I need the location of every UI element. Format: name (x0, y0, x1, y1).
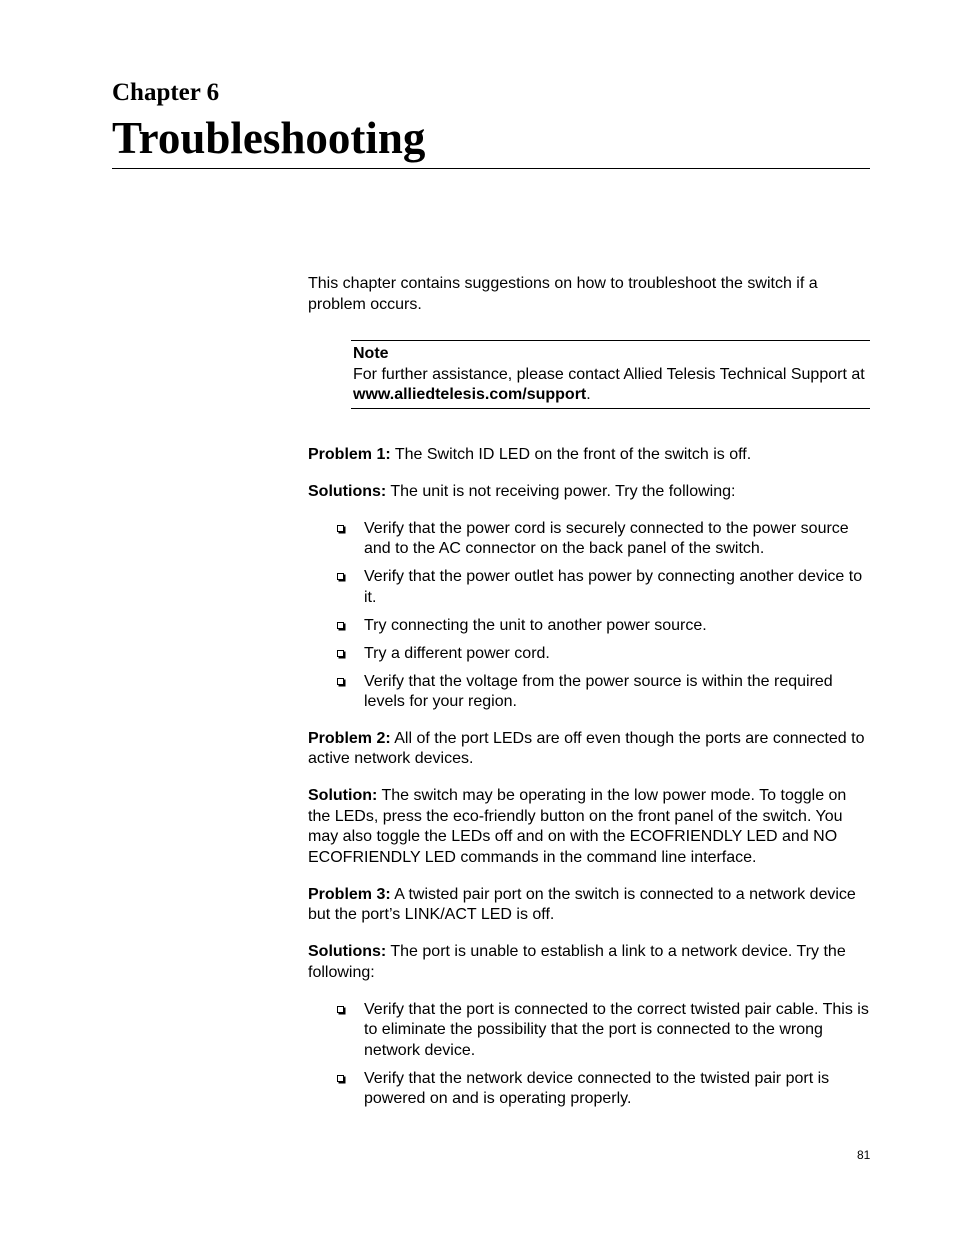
list-item (308, 1069, 870, 1110)
list-item (308, 672, 870, 713)
chapter-label: Chapter 6 (112, 79, 220, 106)
checkbox-bullet-icon (337, 525, 344, 532)
chapter-title: Troubleshooting (112, 113, 426, 163)
checkbox-bullet-icon (337, 650, 344, 657)
note-text: For further assistance, please contact Allied Telesis Technical Support at (353, 365, 865, 383)
checkbox-bullet-icon (337, 1075, 344, 1082)
list-item (308, 519, 870, 560)
list-item (308, 567, 870, 608)
solution-1-label: Solutions: (308, 482, 387, 500)
list-item-text: Verify that the power outlet has power by connecting another device to it. (364, 568, 863, 606)
list-item (308, 1000, 870, 1062)
problem-2-text: All of the port LEDs are off even though the ports are connected to active network devices. (308, 729, 865, 767)
title-rule (112, 168, 870, 169)
problem-2 (308, 729, 870, 770)
list-item-text: Verify that the network device connected to the twisted pair port is powered on and is operating properly. (364, 1069, 830, 1107)
solution-3-text: The port is unable to establish a link to a network device. Try the following: (308, 943, 846, 981)
problem-3 (308, 885, 870, 926)
body-text (308, 274, 870, 1126)
support-link[interactable]: www.alliedtelesis.com/support (353, 386, 587, 403)
checkbox-bullet-icon (337, 573, 344, 580)
checkbox-bullet-icon (337, 1006, 344, 1013)
note-end: . (586, 386, 591, 403)
problem-1-label: Problem 1: (308, 445, 391, 463)
solution-2-text: The switch may be operating in the low power mode. To toggle on the LEDs, press the eco-friendly button on the front panel of the switch. You may also toggle the LEDs off and on with the ECOFRIENDLY LED and NO ECOFRIENDLY LED commands in the command line interface. (308, 787, 847, 866)
list-item-text: Verify that the power cord is securely connected to the power source and to the AC connector on the back panel of the switch. (364, 519, 849, 557)
note-heading: Note (353, 345, 389, 362)
solution-1 (308, 482, 870, 503)
checkbox-bullet-icon (337, 678, 344, 685)
list-item-text: Try connecting the unit to another power source. (364, 616, 707, 634)
intro-paragraph: This chapter contains suggestions on how to troubleshoot the switch if a problem occurs. (308, 275, 818, 313)
list-item-text: Verify that the port is connected to the correct twisted pair cable. This is to eliminate the possibility that the port is connected to the wrong network device. (364, 1000, 869, 1059)
page-number: 81 (857, 1148, 871, 1162)
solution-3-label: Solutions: (308, 943, 387, 960)
problem-1 (308, 445, 870, 466)
problem-3-text: A twisted pair port on the switch is connected to a network device but the port’s LINK/ACT LED is off. (308, 885, 856, 923)
list-item-text: Try a different power cord. (364, 644, 550, 662)
solution-1-text: The unit is not receiving power. Try the following: (386, 482, 736, 500)
list-item-text: Verify that the voltage from the power source is within the required levels for your region. (364, 672, 833, 710)
note-body (353, 365, 870, 406)
problem-2-label: Problem 2: (308, 729, 391, 747)
list-item (308, 616, 870, 637)
problem-1-text: The Switch ID LED on the front of the switch is off. (390, 445, 752, 463)
note-box (351, 340, 870, 409)
solution-2 (308, 786, 870, 868)
solution-1-list (308, 519, 870, 713)
solution-3 (308, 942, 870, 983)
solution-3-list (308, 1000, 870, 1110)
checkbox-bullet-icon (337, 622, 344, 629)
solution-2-label: Solution: (308, 787, 378, 804)
problem-3-label: Problem 3: (308, 885, 391, 903)
list-item (308, 644, 870, 665)
